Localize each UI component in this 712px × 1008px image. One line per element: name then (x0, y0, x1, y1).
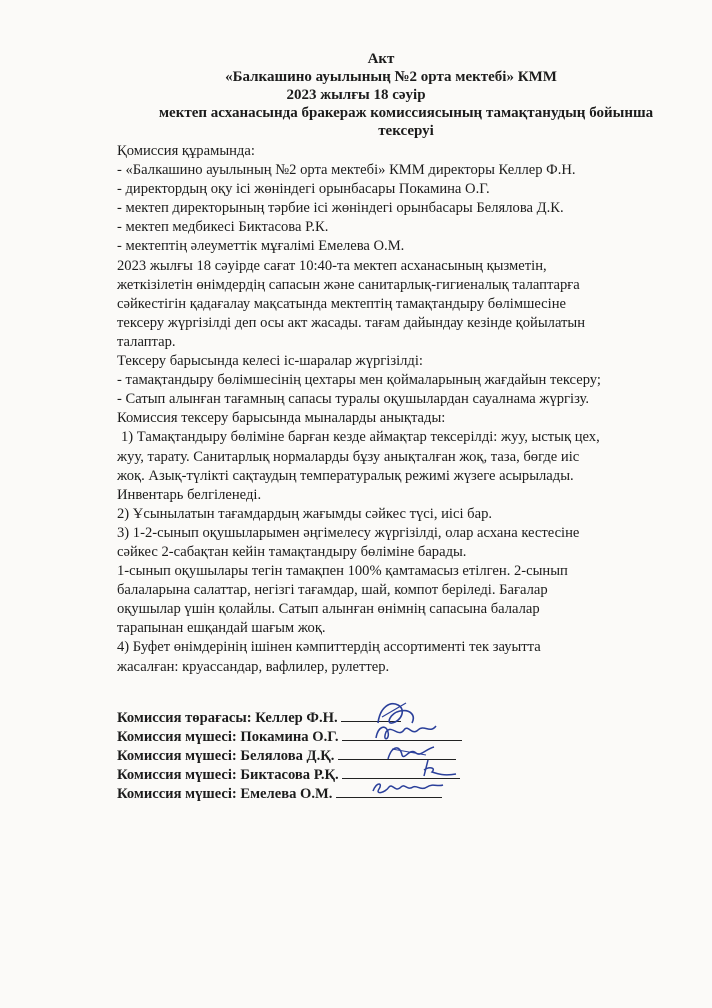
signature-line (341, 707, 401, 722)
body-line: Инвентарь белгіленеді. (117, 486, 262, 503)
commission-heading: Қомиссия құрамында: (117, 143, 255, 159)
member-line: - директордың оқу ісі жөніндегі орынбасары Покамина О.Г. (117, 181, 490, 198)
finding-3: 3) 1-2-сынып оқушыларымен әңгімелесу жүргізілді, олар асхана кестесіне (117, 524, 580, 541)
member-line: - «Балкашино ауылының №2 орта мектебі» КММ директоры Келлер Ф.Н. (117, 162, 576, 179)
body-line: Тексеру барысында келесі іс-шаралар жүргізілді: (117, 353, 423, 370)
body-line: балаларына салаттар, негізгі тағамдар, шай, компот беріледі. Бағалар (117, 582, 548, 599)
signature-label: Комиссия мүшесі: Белялова Д.Қ. (117, 748, 335, 764)
title-subject-cont: тексеруі (378, 123, 434, 139)
signature-row (117, 745, 637, 764)
title-subject: мектеп асханасында бракераж комиссиясының тамақтанудың бойынша (158, 105, 654, 121)
signature-row (117, 764, 637, 783)
signature-label: Комиссия мүшесі: Биктасова Р.Қ. (117, 767, 339, 783)
document-body (117, 142, 677, 677)
signature-line (336, 783, 442, 798)
body-line: тарапынан ешқандай шағым жоқ. (117, 620, 326, 637)
body-line: Комиссия тексеру барысында мыналарды анықтады: (117, 410, 446, 427)
body-line: жоқ. Азық-түлікті сақтаудың температуралық режимі жүзеге асырылады. (117, 467, 574, 484)
body-line: 2023 жылғы 18 сәуірде сағат 10:40-та мектеп асханасының қызметін, (117, 257, 547, 274)
body-line: талаптар. (117, 333, 176, 350)
signature-line (342, 764, 460, 779)
body-line: жасалған: круассандар, вафлилер, рулеттер. (117, 658, 390, 675)
document-title (0, 50, 712, 140)
signature-label: Комиссия төрағасы: Келлер Ф.Н. (117, 710, 338, 726)
title-school: «Балкашино ауылының №2 орта мектебі» КММ (225, 69, 557, 85)
member-line: - мектеп директорының тәрбие ісі жөніндегі орынбасары Белялова Д.К. (117, 200, 564, 217)
body-line: тексеру жүргізілді деп осы акт жасады. тағам дайындау кезінде қойылатын (117, 314, 586, 331)
member-line: - мектептің әлеуметтік мұғалімі Емелева О.М. (117, 238, 405, 255)
body-line: - тамақтандыру бөлімшесінің цехтары мен қоймаларының жағдайын тексеру; (117, 372, 601, 389)
signature-row (117, 726, 637, 745)
signature-label: Комиссия мүшесі: Емелева О.М. (117, 786, 333, 802)
title-date: 2023 жылғы 18 сәуір (286, 87, 426, 103)
finding-4: 4) Буфет өнімдерінің ішінен кәмпиттердің ассортименті тек зауытта (117, 639, 541, 656)
body-line: жеткізілетін өнімдердің сапасын және санитарлық-гигиеналық талаптарға (117, 276, 580, 293)
finding-1: 1) Тамақтандыру бөліміне барған кезде аймақтар тексерілді: жуу, ыстық цех, (121, 429, 600, 446)
body-line: сәйкес 2-сабақтан кейін тамақтандыру бөліміне барады. (117, 543, 467, 560)
body-line: жуу, тарату. Санитарлық нормаларды бұзу анықталған жоқ, таза, бөгде иіс (117, 448, 580, 465)
body-line: 1-сынып оқушылары тегін тамақпен 100% қамтамасыз етілген. 2-сынып (117, 563, 568, 580)
body-line: сәйкестігін қадағалау мақсатында мектептің тамақтандыру бөлімшесіне (117, 295, 566, 312)
signature-row (117, 707, 637, 726)
signature-block (117, 707, 637, 802)
finding-2: 2) Ұсынылатын тағамдардың жағымды сәйкес түсі, иісі бар. (117, 505, 493, 522)
title-act: Акт (367, 51, 395, 67)
member-line: - мектеп медбикесі Биктасова Р.К. (117, 219, 329, 236)
signature-line (342, 726, 462, 741)
signature-line (338, 745, 456, 760)
signature-label: Комиссия мүшесі: Покамина О.Г. (117, 729, 339, 745)
body-line: - Сатып алынған тағамның сапасы туралы оқушылардан сауалнама жүргізу. (117, 391, 590, 408)
signature-row (117, 783, 637, 802)
body-line: оқушылар үшін қолайлы. Сатып алынған өнімнің сапасына балалар (117, 601, 540, 618)
